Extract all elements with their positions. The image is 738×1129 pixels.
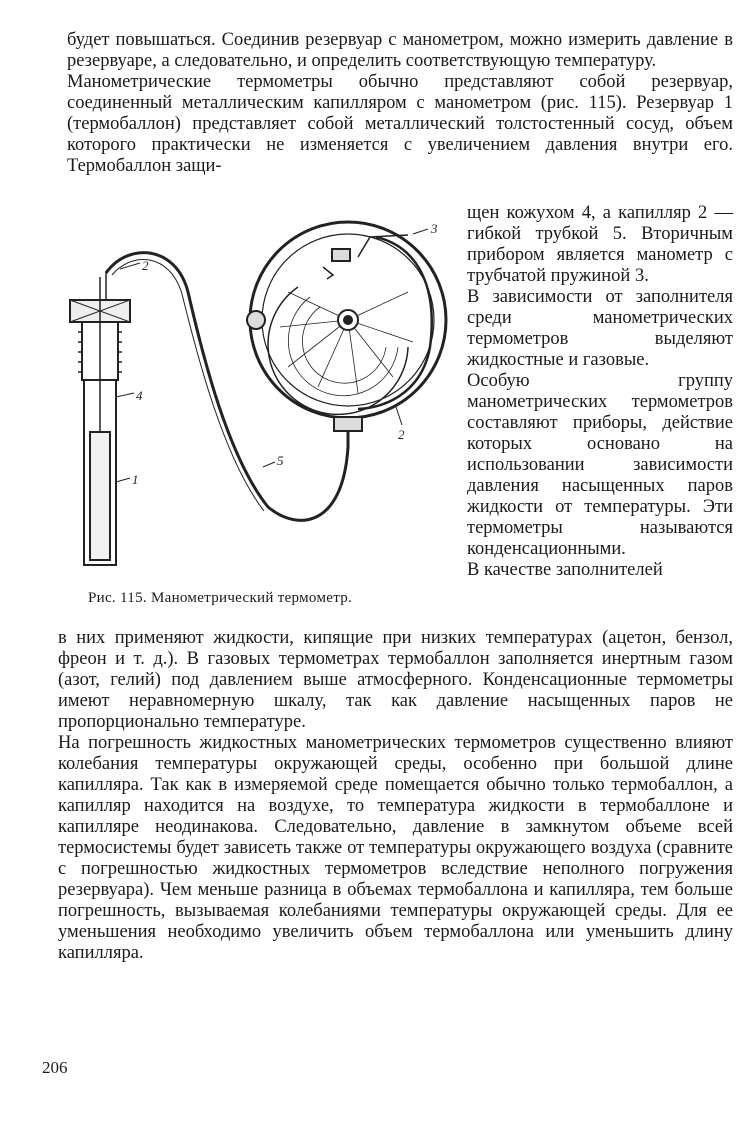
label-2-capillary: 2: [142, 258, 149, 273]
thermobulb: [90, 432, 110, 560]
label-4-sheath: 4: [136, 388, 143, 403]
manometric-thermometer-figure: [58, 197, 458, 617]
thermometer-drawing: [58, 197, 458, 617]
bourdon-spring: [358, 237, 432, 409]
flexible-tube: [106, 253, 348, 521]
figure-caption: Рис. 115. Манометрический термометр.: [88, 590, 353, 606]
page-number: 206: [42, 1058, 68, 1077]
paragraph-top: будет повышаться. Соединив резервуар с манометром, можно измерить давление в резервуаре, а следовательно, и определить соответствующую температуру. Манометрические термометры обычно представляют собой резервуар, соединенный металлическим капилляром с манометром (рис. 115). Резервуар 1 (термобаллон) представляет собой металлический толстостенный сосуд, объем которого практически не изменяется с увеличением давления внутри его. Термобаллон защи-: [67, 30, 733, 176]
label-5-tube: 5: [277, 453, 284, 468]
label-3-spring: 3: [431, 221, 438, 236]
gauge-scale: [268, 287, 413, 414]
label-1-bulb: 1: [132, 472, 139, 487]
paragraph-bottom: в них применяют жидкости, кипящие при низких температурах (ацетон, бензол, фреон и т. д.). В газовых термометрах термобаллон заполняется инертным газом (азот, гелий) под давлением выше атмосферного. Конденсационные термометры имеют неравномерную шкалу, так как давление насыщенных паров не пропорционально температуре. На погрешность жидкостных манометрических термометров существенно влияют колебания температуры окружающей среды, особенно при большой длине капилляра. Так как в измеряемой среде помещается обычно только термобаллон, а капилляр находится на воздухе, то температура жидкости в термобаллоне и капилляре неодинакова. Следовательно, давление в замкнутом объеме всей термосистемы будет зависеть также от температуры окружающего воздуха (сравните с погрешностью жидкостных термометров вследствие неполного погружения резервуара). Чем меньше разница в объемах термобаллона и капилляра, тем больше погрешность, вызываемая колебаниями температуры окружающей среды. Для ее уменьшения необходимо увеличить объем термобаллона или уменьшить длину капилляра.: [58, 628, 733, 963]
label-2-gauge: 2: [398, 427, 405, 442]
paragraph-right-column: щен кожухом 4, а капилляр 2 — гибкой трубкой 5. Вторичным прибором является манометр с трубчатой пружиной 3. В зависимости от заполнителя среди манометрических термометров выделяют жидкостные и газовые. Особую группу манометрических термометров составляют приборы, действие которых основано на использовании зависимости давления насыщенных паров жидкости от температуры. Эти термометры называются конденсационными. В качестве заполнителей: [467, 203, 733, 580]
